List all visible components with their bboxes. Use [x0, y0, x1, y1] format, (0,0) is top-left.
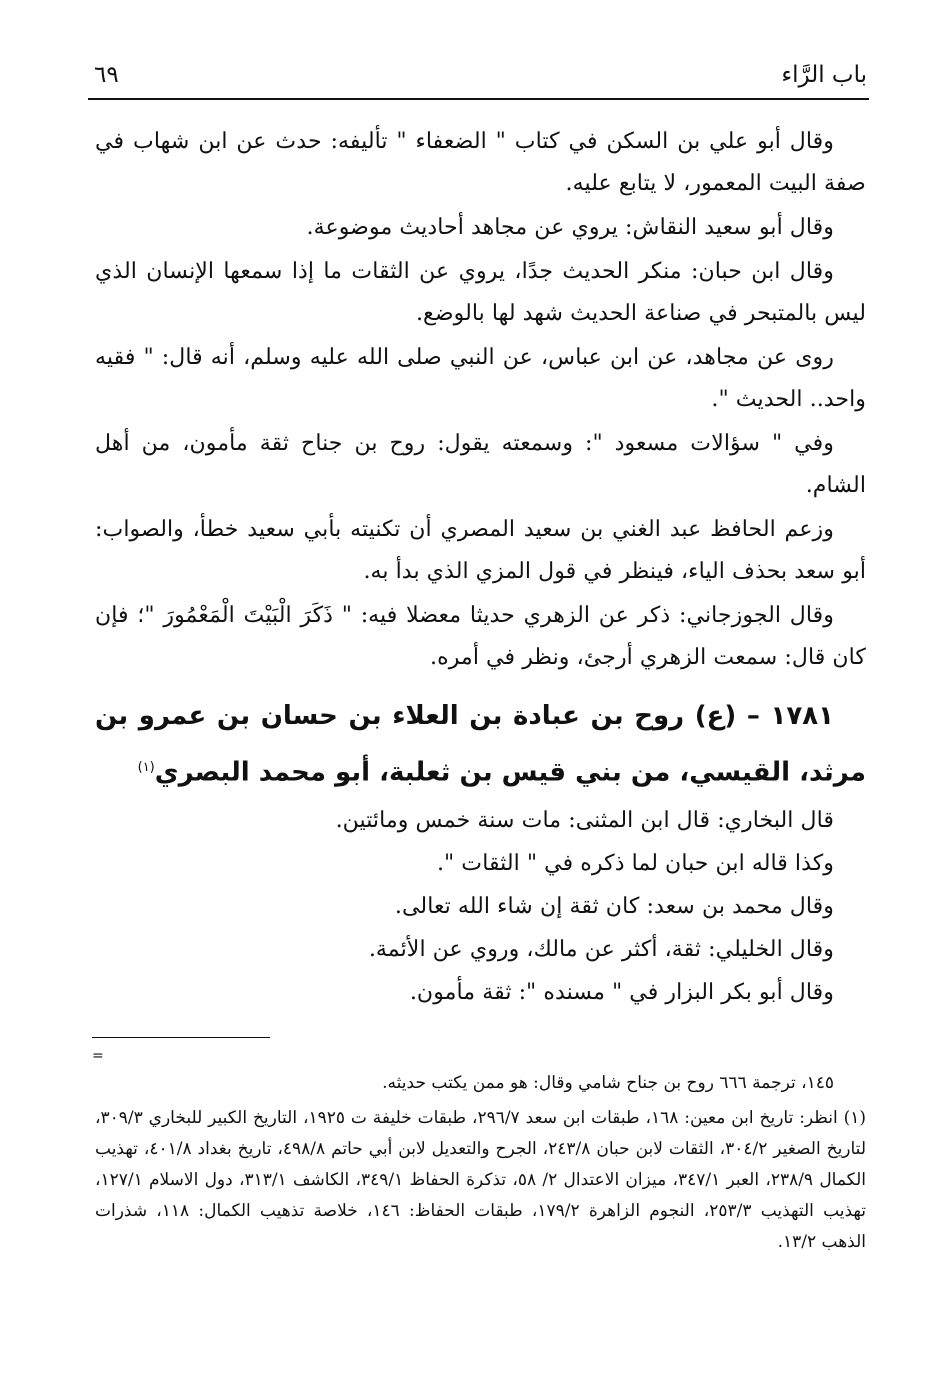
- paragraph: وفي " سؤالات مسعود ": وسمعته يقول: روح بن جناح ثقة مأمون، من أهل الشام.: [95, 430, 866, 498]
- header-rule: [88, 98, 869, 100]
- entry-line: قال البخاري: قال ابن المثنى: مات سنة خمس ومائتين.: [335, 806, 834, 833]
- paragraph: وقال ابن حبان: منكر الحديث جدًا، يروي عن الثقات ما إذا سمعها الإنسان الذي ليس بالمتبحر في صناعة الحديث شهد لها بالوضع.: [95, 258, 866, 326]
- entry-line: وكذا قاله ابن حبان لما ذكره في " الثقات ".: [437, 849, 834, 876]
- page-header: [90, 60, 867, 94]
- paragraph: وقال أبو سعيد النقاش: يروي عن مجاهد أحاديث موضوعة.: [306, 214, 834, 240]
- footnotes: [95, 1068, 866, 1258]
- page-number: ٦٩: [94, 62, 119, 88]
- paragraph: وقال الجوزجاني: ذكر عن الزهري حديثا معضلا فيه: " ذَكَرَ الْبَيْتَ الْمَعْمُورَ "؛ فإن كان قال: سمعت الزهري أرجئ، ونظر في أمره.: [95, 602, 866, 670]
- footnote-rule: [92, 1037, 270, 1038]
- entry-heading: [95, 690, 866, 799]
- footnote: ١٤٥، ترجمة ٦٦٦ روح بن جناح شامي وقال: هو ممن يكتب حديثه.: [382, 1073, 834, 1093]
- footnote-continuation-mark: =: [92, 1048, 104, 1064]
- entry-heading-text: ١٧٨١ – (ع) روح بن عبادة بن العلاء بن حسان بن عمرو بن مرثد، القيسي، من بني قيس بن ثعلبة، أبو محمد البصري: [95, 701, 866, 788]
- paragraph: وزعم الحافظ عبد الغني بن سعيد المصري أن تكنيته بأبي سعيد خطأ، والصواب: أبو سعد بحذف الياء، فينظر في قول المزي الذي بدأ به.: [95, 516, 866, 584]
- chapter-title: باب الرَّاء: [781, 62, 867, 88]
- footnote: (١) انظر: تاريخ ابن معين: ١٦٨، طبقات ابن سعد ٢٩٦/٧، طبقات خليفة ت ١٩٢٥، التاريخ الكبير للبخاري ٣٠٩/٣، لتاريخ الصغير ٣٠٤/٢، الثقات لابن حبان ٢٤٣/٨، الجرح والتعديل لابن أبي حاتم ٤٩٨/٨، تاريخ بغداد ٤٠١/٨، تهذيب الكمال ٢٣٨/٩، العبر ٣٤٧/١، ميزان الاعتدال ٢/ ٥٨، تذكرة الحفاظ ٣٤٩/١، الكاشف ٣١٣/١، دول الاسلام ١٢٧/١، تهذيب التهذيب ٢٥٣/٣، النجوم الزاهرة ١٧٩/٢، طبقات الحفاظ: ١٤٦، خلاصة تذهيب الكمال: ١١٨، شذرات الذهب ١٣/٢.: [95, 1108, 867, 1252]
- entry-line: وقال محمد بن سعد: كان ثقة إن شاء الله تعالى.: [394, 892, 834, 919]
- paragraph: وقال أبو علي بن السكن في كتاب " الضعفاء " تأليفه: حدث عن ابن شهاب في صفة البيت المعمور، لا يتابع عليه.: [95, 128, 866, 196]
- main-text: [95, 120, 866, 1014]
- footnote-reference[interactable]: (١): [137, 760, 155, 775]
- entry-line: وقال الخليلي: ثقة، أكثر عن مالك، وروي عن الأئمة.: [368, 935, 834, 962]
- entry-line: وقال أبو بكر البزار في " مسنده ": ثقة مأمون.: [409, 978, 834, 1005]
- paragraph: روى عن مجاهد، عن ابن عباس، عن النبي صلى الله عليه وسلم، أنه قال: " فقيه واحد.. الحديث ".: [95, 344, 866, 412]
